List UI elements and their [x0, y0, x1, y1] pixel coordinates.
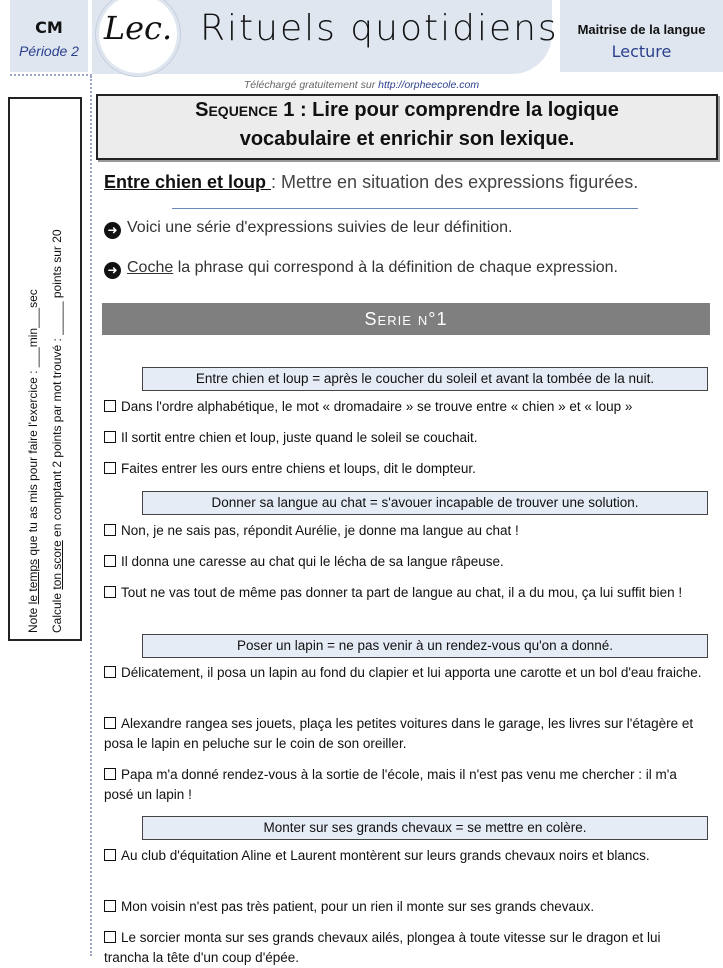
- checkbox-icon[interactable]: [104, 400, 116, 412]
- option-text: Papa m'a donné rendez-vous à la sortie de l'école, mais il n'est pas venu me chercher : il m'a posé un lapin !: [104, 767, 677, 802]
- checkbox-icon[interactable]: [104, 931, 116, 943]
- period-label: Période 2: [19, 43, 79, 59]
- definition-box: Entre chien et loup = après le coucher du soleil et avant la tombée de la nuit.: [142, 367, 708, 391]
- option-text: Mon voisin n'est pas très patient, pour un rien il monte sur ses grands chevaux.: [121, 899, 595, 914]
- score-panel: [8, 97, 82, 641]
- score-prefix: Calcule: [50, 589, 64, 633]
- option-item[interactable]: [104, 765, 704, 805]
- score-keyword: ton score: [50, 540, 64, 590]
- sequence-title-1: : Lire pour comprendre la logique: [294, 99, 619, 121]
- domain-label: Lecture: [611, 42, 672, 61]
- checkbox-icon[interactable]: [104, 555, 116, 567]
- option-text: Au club d'équitation Aline et Laurent montèrent sur leurs grands chevaux noirs et blancs.: [121, 848, 650, 863]
- option-item[interactable]: [104, 897, 704, 917]
- option-item[interactable]: [104, 663, 704, 683]
- option-text: Il donna une caresse au chat qui le lécha de sa langue râpeuse.: [121, 554, 504, 569]
- time-prefix: Note: [26, 604, 40, 633]
- checkbox-icon[interactable]: [104, 586, 116, 598]
- option-text: Tout ne vas tout de même pas donner ta part de langue au chat, il a du mou, ça lui suffit bien !: [121, 585, 683, 600]
- option-text: Non, je ne sais pas, répondit Aurélie, je donne ma langue au chat !: [121, 523, 519, 538]
- option-item[interactable]: [104, 552, 704, 572]
- option-item[interactable]: [104, 459, 704, 479]
- arrow-right-icon: ➜: [104, 262, 121, 279]
- source-prefix: Téléchargé gratuitement sur: [243, 79, 379, 91]
- definition-box: Poser un lapin = ne pas venir à un rendez-vous qu'on a donné.: [142, 634, 708, 658]
- checkbox-icon[interactable]: [104, 666, 116, 678]
- instruction-2-keyword: Coche: [127, 259, 174, 276]
- time-rest: que tu as mis pour faire l'exercice : ___min___sec: [26, 289, 40, 559]
- checkbox-icon[interactable]: [104, 524, 116, 536]
- download-source: [0, 79, 723, 91]
- option-item[interactable]: [104, 521, 704, 541]
- option-text: Il sortit entre chien et loup, juste quand le soleil se couchait.: [121, 430, 478, 445]
- exercise-description: : Mettre en situation des expressions figurées.: [271, 172, 639, 192]
- option-item[interactable]: [104, 928, 704, 968]
- instruction-1: [104, 219, 513, 239]
- exercise-keyword: Entre chien et loup: [104, 172, 272, 192]
- option-item[interactable]: [104, 714, 704, 754]
- option-item[interactable]: [104, 846, 704, 866]
- checkbox-icon[interactable]: [104, 717, 116, 729]
- time-keyword: le temps: [26, 558, 40, 605]
- option-text: Faites entrer les ours entre chiens et loups, dit le dompteur.: [121, 461, 476, 476]
- intro-rule: [172, 208, 638, 209]
- source-link[interactable]: http://orpheecole.com: [378, 79, 480, 91]
- subject-panel: [560, 0, 723, 72]
- exercise-intro: [104, 172, 638, 193]
- instruction-1-text: Voici une série d'expressions suivies de leur définition.: [127, 219, 513, 236]
- page-title: Rituels quotidiens: [200, 8, 559, 49]
- sequence-label: Sequence 1: [195, 99, 295, 121]
- level-panel: [10, 0, 88, 72]
- sequence-heading: [96, 94, 718, 160]
- subject-label: Maitrise de la langue: [577, 22, 706, 37]
- checkbox-icon[interactable]: [104, 849, 116, 861]
- option-item[interactable]: [104, 397, 704, 417]
- checkbox-icon[interactable]: [104, 431, 116, 443]
- definition-box: Monter sur ses grands chevaux = se mettre en colère.: [142, 816, 708, 840]
- checkbox-icon[interactable]: [104, 462, 116, 474]
- serie-heading: Serie n°1: [102, 303, 710, 335]
- option-text: Délicatement, il posa un lapin au fond du clapier et lui apporta une carotte et un bol d'eau fraiche.: [121, 665, 702, 680]
- option-item[interactable]: [104, 583, 704, 603]
- sequence-line-1: [98, 96, 716, 125]
- badge-label: Lec.: [103, 9, 173, 47]
- instruction-2: [104, 259, 618, 279]
- header-divider: [10, 74, 92, 76]
- option-text: Alexandre rangea ses jouets, plaça les petites voitures dans le garage, les livres sur l'étagère et posa le lapin en peluche sur le coin de son oreiller.: [104, 716, 694, 751]
- option-text: Le sorcier monta sur ses grands chevaux ailés, plongea à toute vitesse sur le dragon et lui trancha la tête d'un coup d'épée.: [104, 930, 661, 965]
- class-level: CM: [35, 18, 63, 37]
- checkbox-icon[interactable]: [104, 900, 116, 912]
- sequence-title-2: vocabulaire et enrichir son lexique.: [239, 128, 575, 150]
- time-instruction: [26, 289, 40, 633]
- option-text: Dans l'ordre alphabétique, le mot « dromadaire » se trouve entre « chien » et « loup »: [121, 399, 633, 414]
- checkbox-icon[interactable]: [104, 768, 116, 780]
- definition-box: Donner sa langue au chat = s'avouer incapable de trouver une solution.: [142, 491, 708, 515]
- score-rest: en comptant 2 points par mot trouvé : _____ points sur 20: [50, 229, 64, 541]
- option-item[interactable]: [104, 428, 704, 448]
- score-instruction: [50, 229, 64, 633]
- arrow-right-icon: ➜: [104, 222, 121, 239]
- margin-divider: [90, 76, 92, 956]
- instruction-2-text: la phrase qui correspond à la définition de chaque expression.: [173, 259, 618, 276]
